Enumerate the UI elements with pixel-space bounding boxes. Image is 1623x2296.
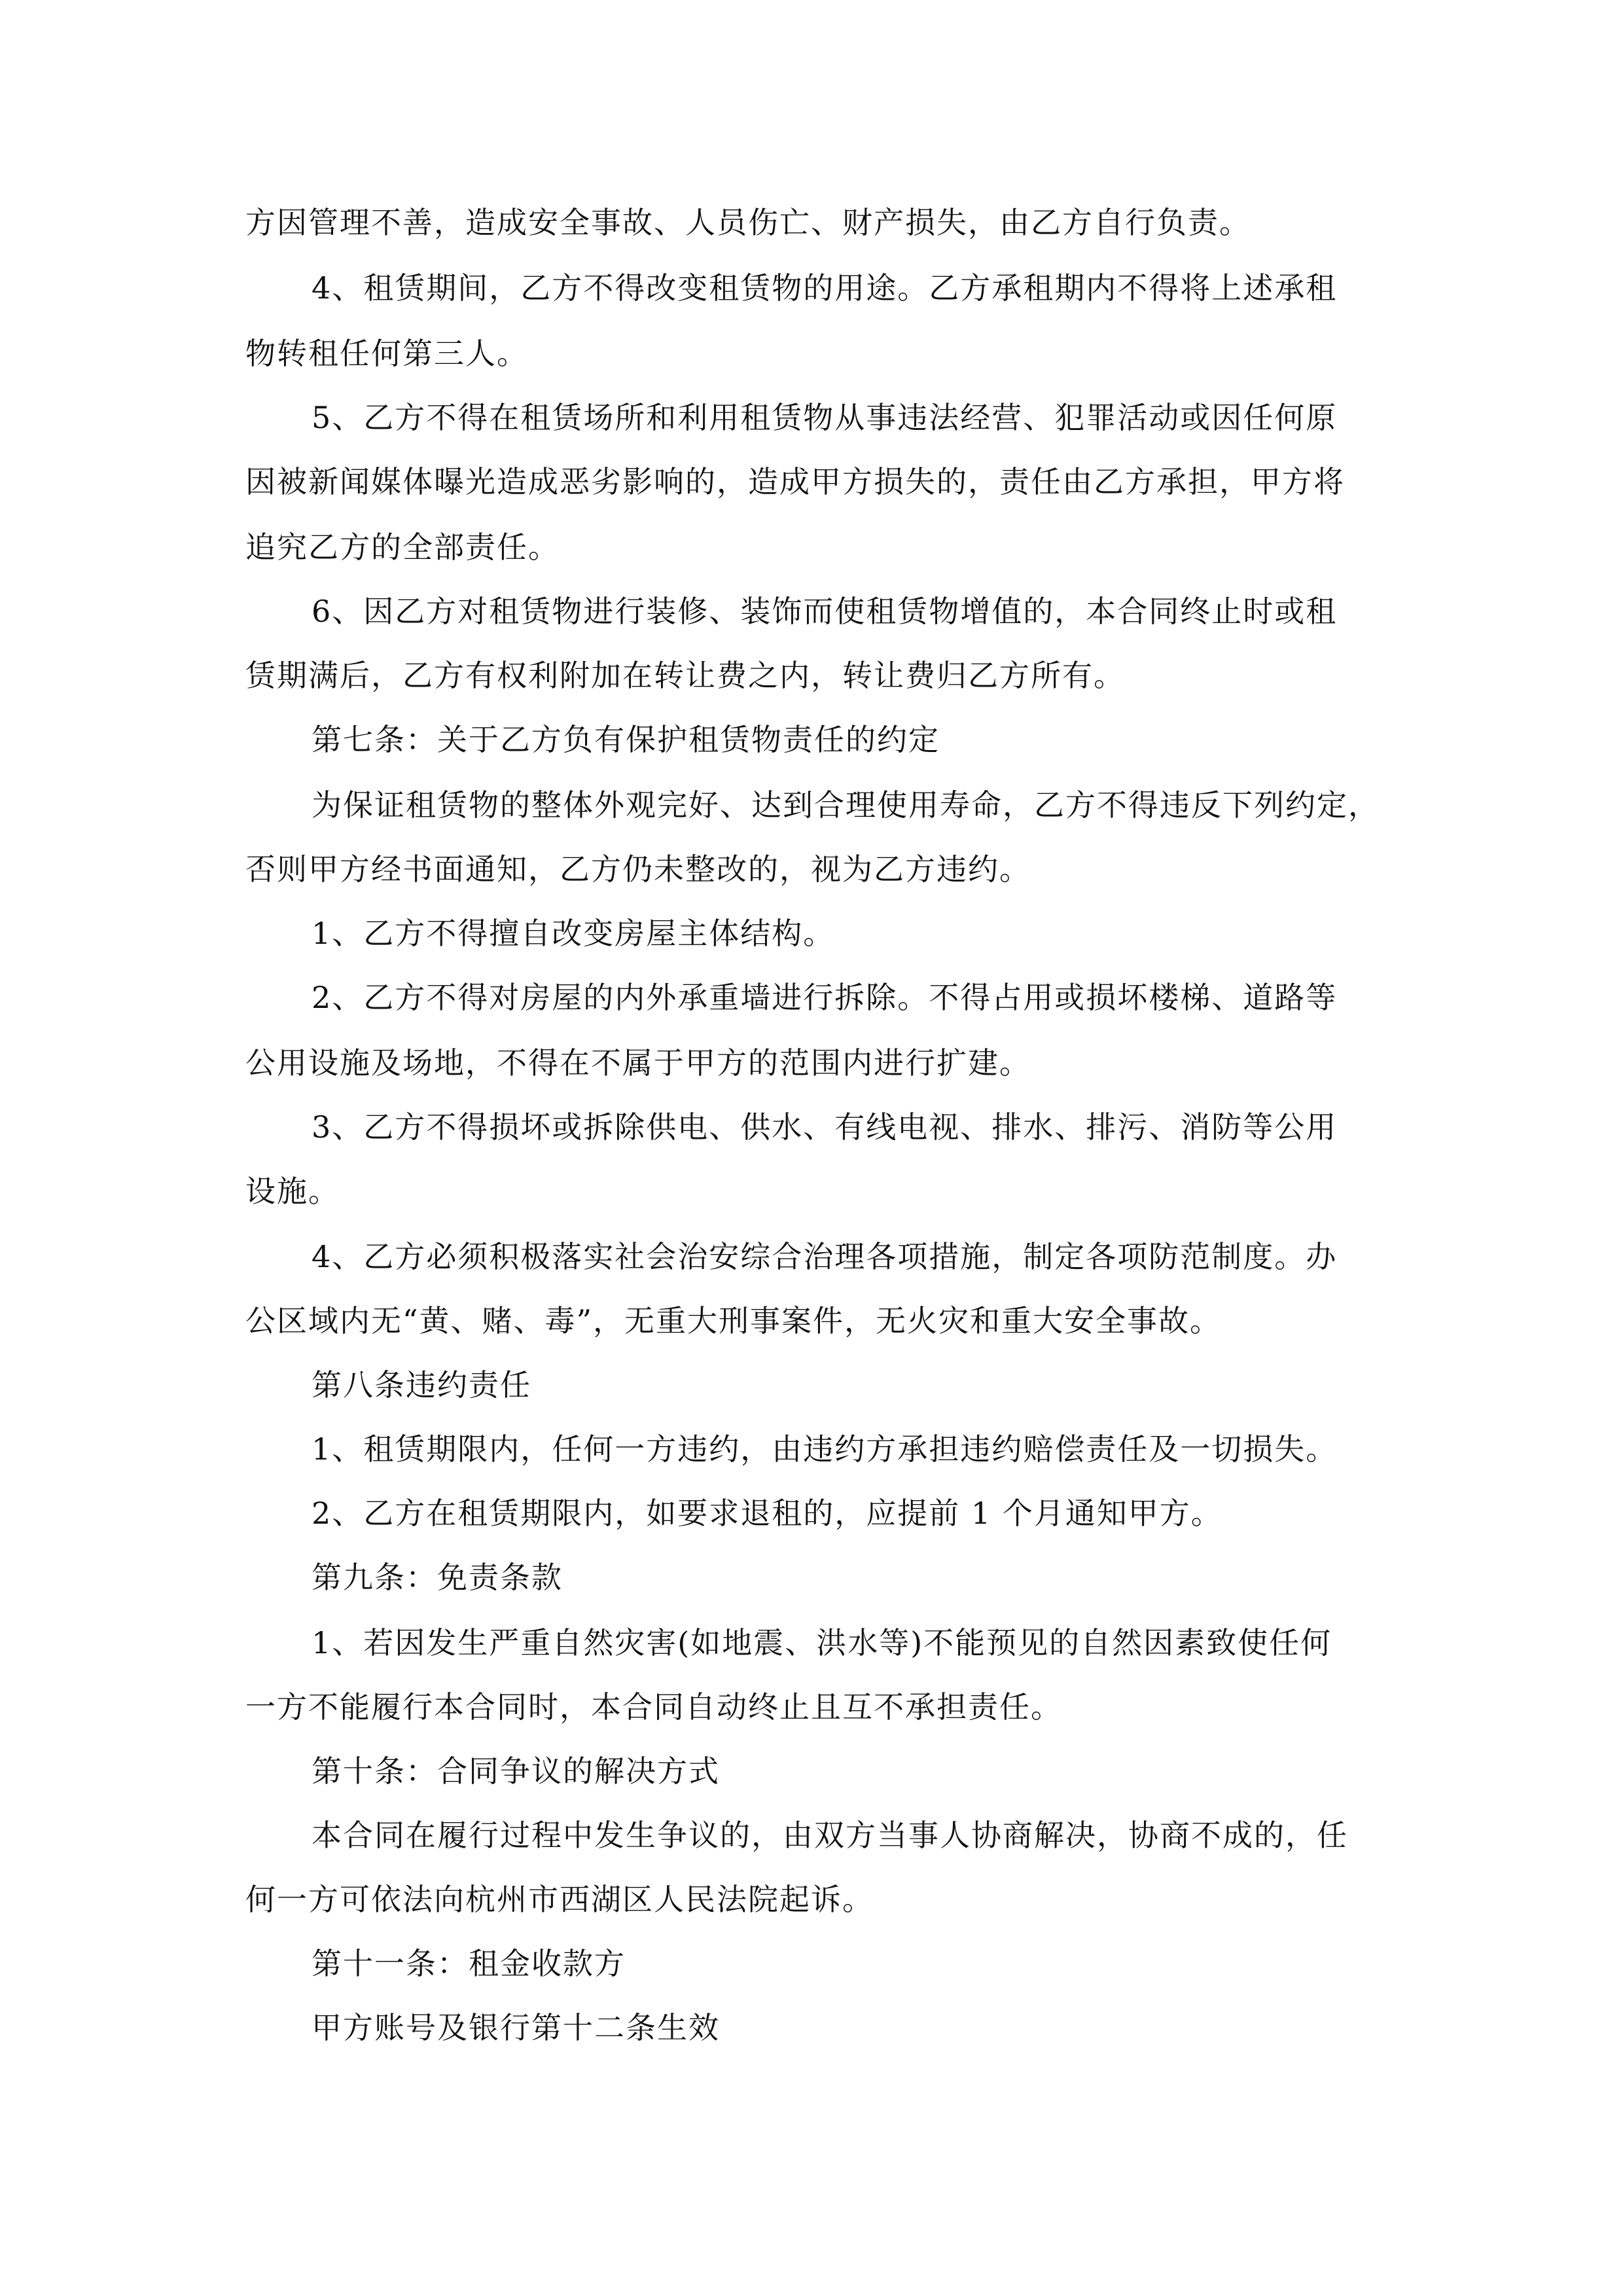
paragraph-line: 甲方账号及银行第十二条生效 xyxy=(312,2010,720,2045)
paragraph-line: 追究乙方的全部责任。 xyxy=(245,529,560,565)
paragraph-line: 6、因乙方对租赁物进行装修、装饰而使租赁物增值的，本合同终止时或租 xyxy=(312,594,1338,629)
paragraph-line: 2、乙方不得对房屋的内外承重墙进行拆除。不得占用或损坏楼梯、道路等 xyxy=(312,980,1338,1015)
section-heading: 第七条：关于乙方负有保护租赁物责任的约定 xyxy=(312,722,940,757)
section-heading: 第八条违约责任 xyxy=(312,1367,531,1403)
paragraph-line: 因被新闻媒体曝光造成恶劣影响的，造成甲方损失的，责任由乙方承担，甲方将 xyxy=(245,464,1345,499)
section-heading: 第十条：合同争议的解决方式 xyxy=(312,1753,720,1789)
paragraph-line: 公区域内无“黄、赌、毒”，无重大刑事案件，无火灾和重大安全事故。 xyxy=(245,1303,1222,1338)
paragraph-line: 1、租赁期限内，任何一方违约，由违约方承担违约赔偿责任及一切损失。 xyxy=(312,1431,1338,1467)
paragraph-line: 3、乙方不得损坏或拆除供电、供水、有线电视、排水、排污、消防等公用 xyxy=(312,1109,1338,1145)
paragraph-line: 5、乙方不得在租赁场所和利用租赁物从事违法经营、犯罪活动或因任何原 xyxy=(312,400,1338,435)
paragraph-line: 为保证租赁物的整体外观完好、达到合理使用寿命，乙方不得违反下列约定， xyxy=(312,787,1380,823)
paragraph-line: 2、乙方在租赁期限内，如要求退租的，应提前 1 个月通知甲方。 xyxy=(312,1496,1222,1531)
paragraph-line: 4、租赁期间，乙方不得改变租赁物的用途。乙方承租期内不得将上述承租 xyxy=(312,270,1338,306)
section-heading: 第十一条：租金收款方 xyxy=(312,1946,626,1981)
paragraph-line: 物转租任何第三人。 xyxy=(245,336,528,371)
section-heading: 第九条：免责条款 xyxy=(312,1560,563,1595)
paragraph-line: 本合同在履行过程中发生争议的，由双方当事人协商解决，协商不成的，任 xyxy=(312,1818,1348,1853)
paragraph-line: 何一方可依法向杭州市西湖区人民法院起诉。 xyxy=(245,1882,874,1917)
paragraph-line: 设施。 xyxy=(245,1174,340,1209)
paragraph-line: 一方不能履行本合同时，本合同自动终止且互不承担责任。 xyxy=(245,1689,1062,1725)
paragraph-line: 否则甲方经书面通知，乙方仍未整改的，视为乙方违约。 xyxy=(245,852,1031,887)
paragraph-line: 公用设施及场地，不得在不属于甲方的范围内进行扩建。 xyxy=(245,1045,1031,1081)
paragraph-line: 4、乙方必须积极落实社会治安综合治理各项措施，制定各项防范制度。办 xyxy=(312,1239,1338,1274)
paragraph-line: 1、若因发生严重自然灾害(如地震、洪水等)不能预见的自然因素致使任何 xyxy=(312,1625,1332,1660)
paragraph-line: 方因管理不善，造成安全事故、人员伤亡、财产损失，由乙方自行负责。 xyxy=(245,205,1251,240)
paragraph-line: 1、乙方不得擅自改变房屋主体结构。 xyxy=(312,916,835,951)
paragraph-line: 赁期满后，乙方有权利附加在转让费之内，转让费归乙方所有。 xyxy=(245,658,1125,693)
